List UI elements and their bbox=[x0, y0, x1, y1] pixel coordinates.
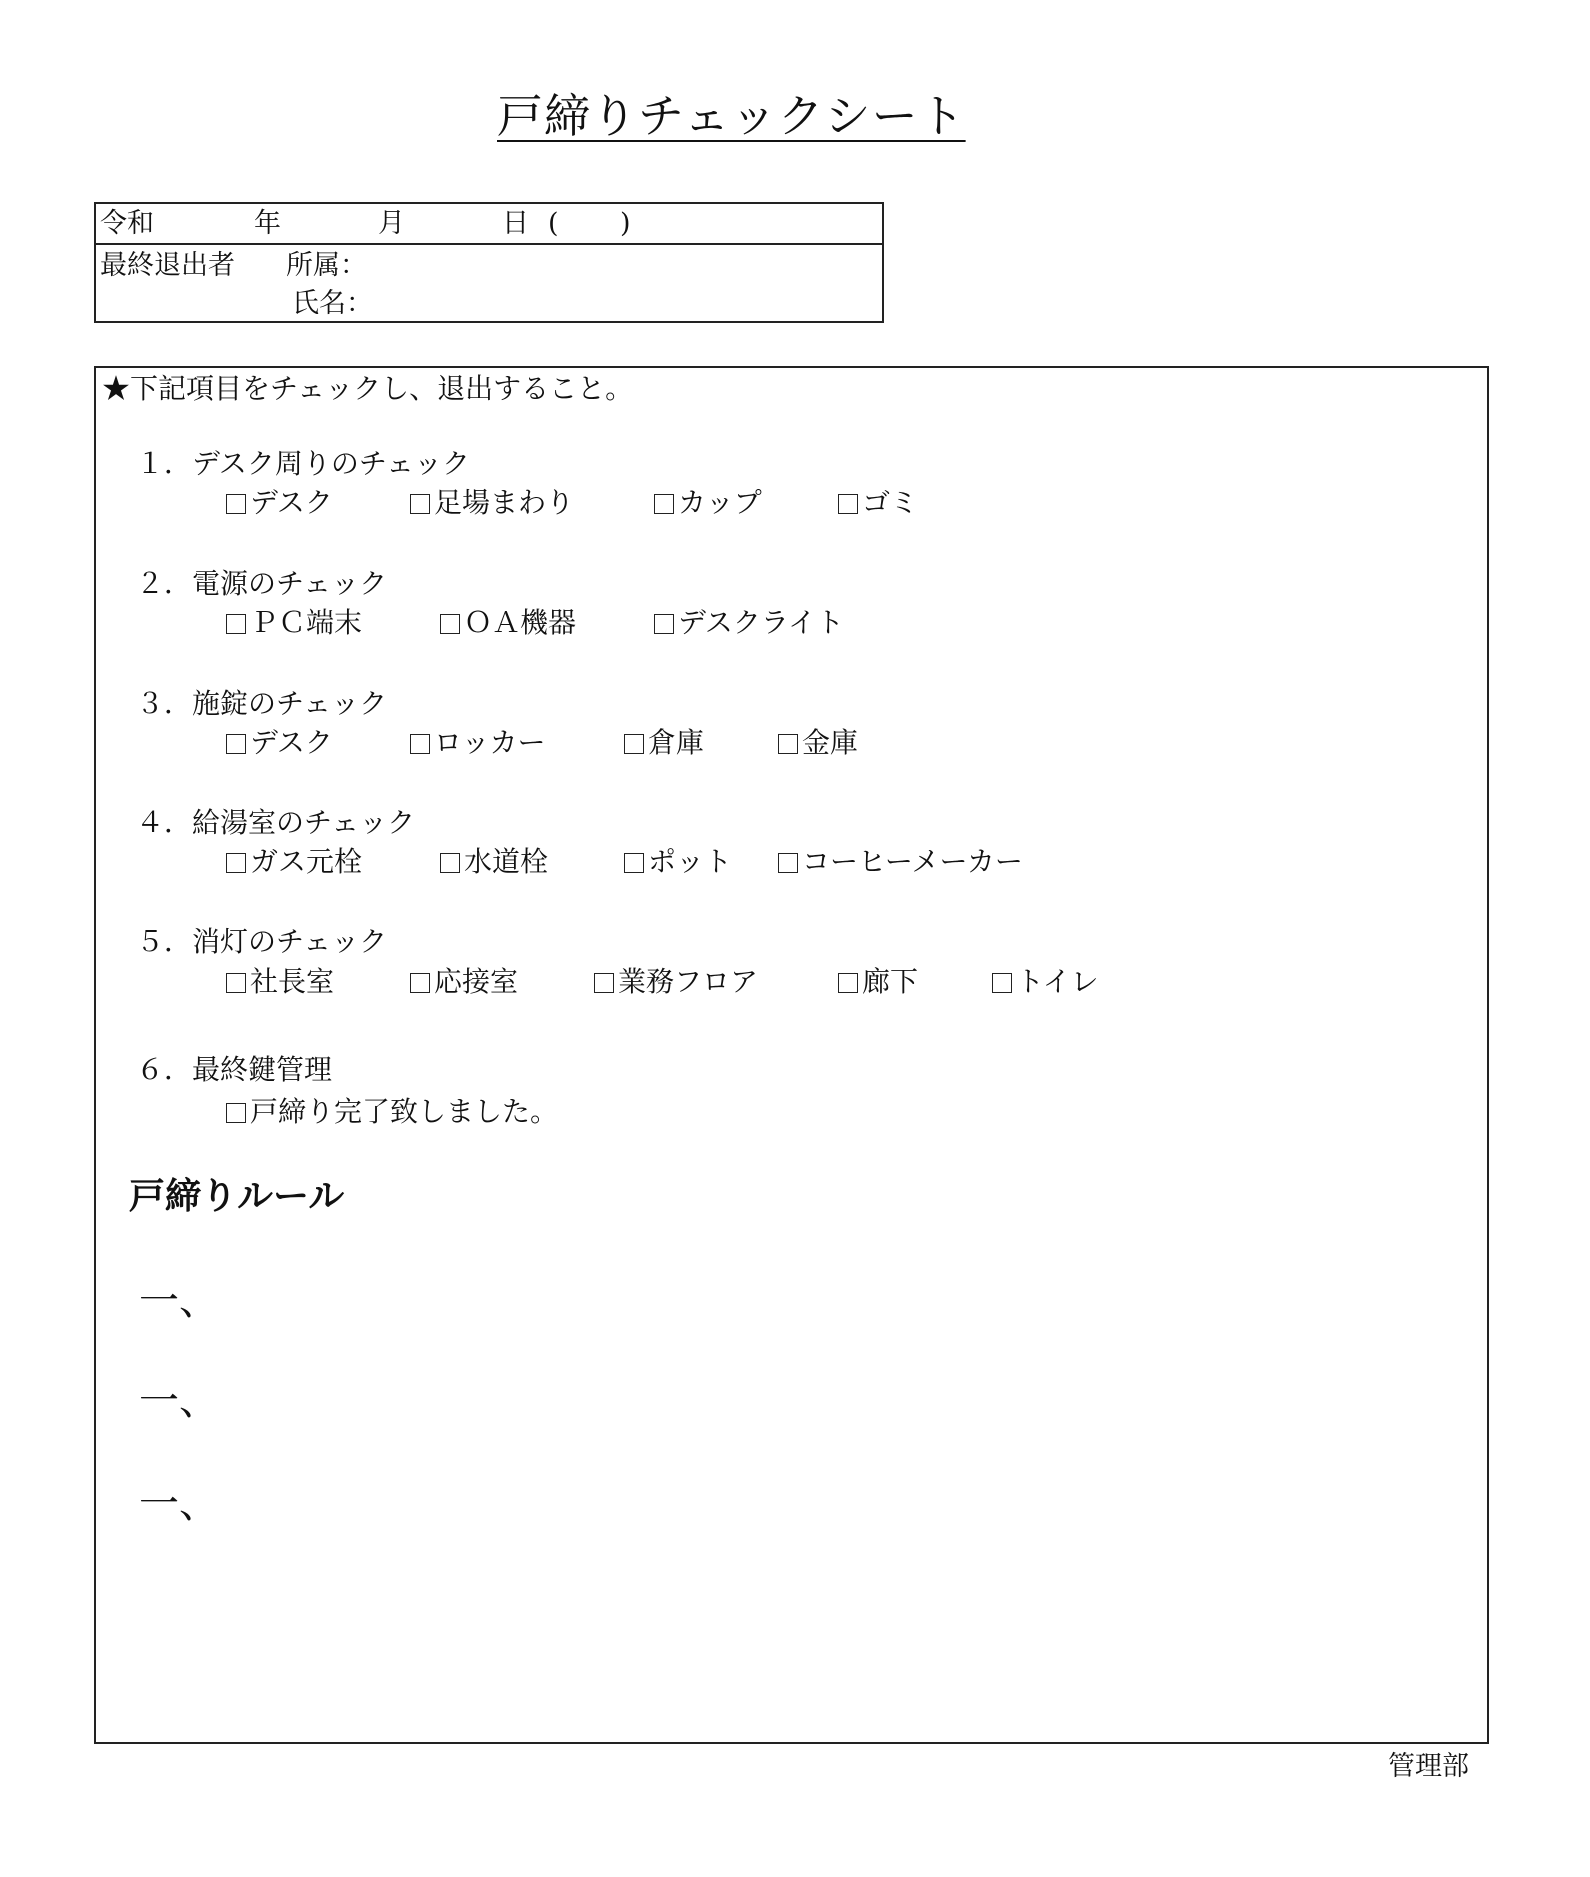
section-heading-2: ２．電源のチェック bbox=[136, 567, 388, 600]
checkbox[interactable] bbox=[838, 494, 858, 514]
department-field[interactable] bbox=[376, 248, 866, 282]
check-item-label: デスクライト bbox=[678, 606, 845, 639]
check-item-label: ロッカー bbox=[434, 726, 546, 759]
checkbox[interactable] bbox=[226, 494, 246, 514]
check-item-label: ＰＣ端末 bbox=[250, 606, 363, 639]
checklist-box bbox=[94, 366, 1489, 1744]
last-person-label: 最終退出者 bbox=[100, 250, 235, 281]
checkbox[interactable] bbox=[838, 973, 858, 993]
check-item-label: ガス元栓 bbox=[250, 845, 363, 878]
section-heading-4: ４．給湯室のチェック bbox=[136, 806, 416, 839]
check-item-label: デスク bbox=[250, 726, 333, 759]
check-item[interactable] bbox=[624, 845, 732, 879]
section-heading-5: ５．消灯のチェック bbox=[136, 925, 388, 958]
check-item[interactable] bbox=[594, 965, 758, 999]
check-item-label: ＯＡ機器 bbox=[464, 606, 577, 639]
section-heading-3: ３．施錠のチェック bbox=[136, 687, 388, 720]
era-label: 令和 bbox=[100, 208, 154, 239]
check-item[interactable] bbox=[654, 486, 762, 520]
year-field[interactable] bbox=[176, 208, 246, 240]
check-item-label: トイレ bbox=[1016, 965, 1099, 998]
rule-line: 一、 bbox=[139, 1481, 219, 1527]
instruction-text: ★下記項目をチェックし、退出すること。 bbox=[102, 372, 634, 405]
checkbox[interactable] bbox=[778, 853, 798, 873]
checkbox[interactable] bbox=[654, 494, 674, 514]
day-label: 日 bbox=[502, 208, 529, 239]
section-heading-6: ６．最終鍵管理 bbox=[136, 1053, 333, 1086]
checkbox[interactable] bbox=[624, 853, 644, 873]
checkbox[interactable] bbox=[654, 614, 674, 634]
date-row bbox=[96, 204, 882, 245]
check-item-label: 水道栓 bbox=[464, 845, 549, 878]
rule-line: 一、 bbox=[139, 1378, 219, 1424]
weekday-open-paren: ( bbox=[548, 208, 559, 239]
check-item-label: 金庫 bbox=[802, 726, 859, 759]
checkbox[interactable] bbox=[594, 973, 614, 993]
day-field[interactable] bbox=[412, 208, 496, 240]
month-label: 月 bbox=[378, 208, 405, 239]
checkbox[interactable] bbox=[410, 494, 430, 514]
check-item[interactable] bbox=[838, 486, 918, 520]
check-item[interactable] bbox=[410, 965, 518, 999]
date-name-box bbox=[94, 202, 884, 323]
check-item[interactable] bbox=[440, 845, 548, 879]
checkbox[interactable] bbox=[624, 734, 644, 754]
check-item-label: 倉庫 bbox=[648, 726, 705, 759]
weekday-close-paren: ) bbox=[620, 208, 631, 239]
department-label: 所属： bbox=[286, 250, 367, 281]
name-field[interactable] bbox=[376, 286, 866, 320]
check-item-label: コーヒーメーカー bbox=[802, 845, 1023, 878]
checkbox[interactable] bbox=[226, 853, 246, 873]
check-item[interactable] bbox=[440, 606, 576, 640]
check-item-label: 廊下 bbox=[862, 965, 919, 998]
check-item[interactable] bbox=[410, 726, 545, 760]
checkbox[interactable] bbox=[226, 1103, 246, 1123]
rules-title: 戸締りルール bbox=[129, 1176, 345, 1217]
checkbox[interactable] bbox=[226, 973, 246, 993]
name-label: 氏名： bbox=[292, 288, 373, 319]
check-item[interactable] bbox=[226, 486, 333, 520]
check-item-label: カップ bbox=[678, 486, 762, 519]
checkbox[interactable] bbox=[992, 973, 1012, 993]
check-item[interactable] bbox=[992, 965, 1099, 999]
month-field[interactable] bbox=[288, 208, 368, 240]
check-item-label: デスク bbox=[250, 486, 333, 519]
check-item[interactable] bbox=[226, 606, 362, 640]
checkbox[interactable] bbox=[226, 614, 246, 634]
rule-line: 一、 bbox=[139, 1278, 219, 1324]
check-item[interactable] bbox=[654, 606, 844, 640]
check-item-label: ゴミ bbox=[862, 486, 919, 519]
check-item[interactable] bbox=[226, 726, 333, 760]
check-item[interactable] bbox=[226, 845, 362, 879]
checkbox[interactable] bbox=[440, 853, 460, 873]
check-item-label: 社長室 bbox=[250, 965, 335, 998]
check-item[interactable] bbox=[838, 965, 918, 999]
check-item[interactable] bbox=[410, 486, 574, 520]
checkbox[interactable] bbox=[410, 734, 430, 754]
checkbox[interactable] bbox=[778, 734, 798, 754]
check-item-label: 戸締り完了致しました。 bbox=[250, 1095, 559, 1128]
check-item[interactable] bbox=[624, 726, 704, 760]
check-item[interactable] bbox=[778, 845, 1023, 879]
checkbox[interactable] bbox=[410, 973, 430, 993]
check-item-label: 業務フロア bbox=[618, 965, 759, 998]
checkbox[interactable] bbox=[226, 734, 246, 754]
footer-department: 管理部 bbox=[1388, 1751, 1469, 1782]
weekday-field[interactable] bbox=[566, 208, 610, 240]
year-label: 年 bbox=[254, 208, 281, 239]
page-title: 戸締りチェックシート bbox=[497, 89, 966, 143]
check-item-label: ポット bbox=[648, 845, 733, 878]
check-item[interactable] bbox=[226, 1095, 558, 1129]
section-heading-1: １．デスク周りのチェック bbox=[136, 447, 471, 480]
check-item[interactable] bbox=[778, 726, 858, 760]
checkbox[interactable] bbox=[440, 614, 460, 634]
check-item[interactable] bbox=[226, 965, 334, 999]
check-item-label: 足場まわり bbox=[434, 486, 575, 519]
check-item-label: 応接室 bbox=[434, 965, 519, 998]
